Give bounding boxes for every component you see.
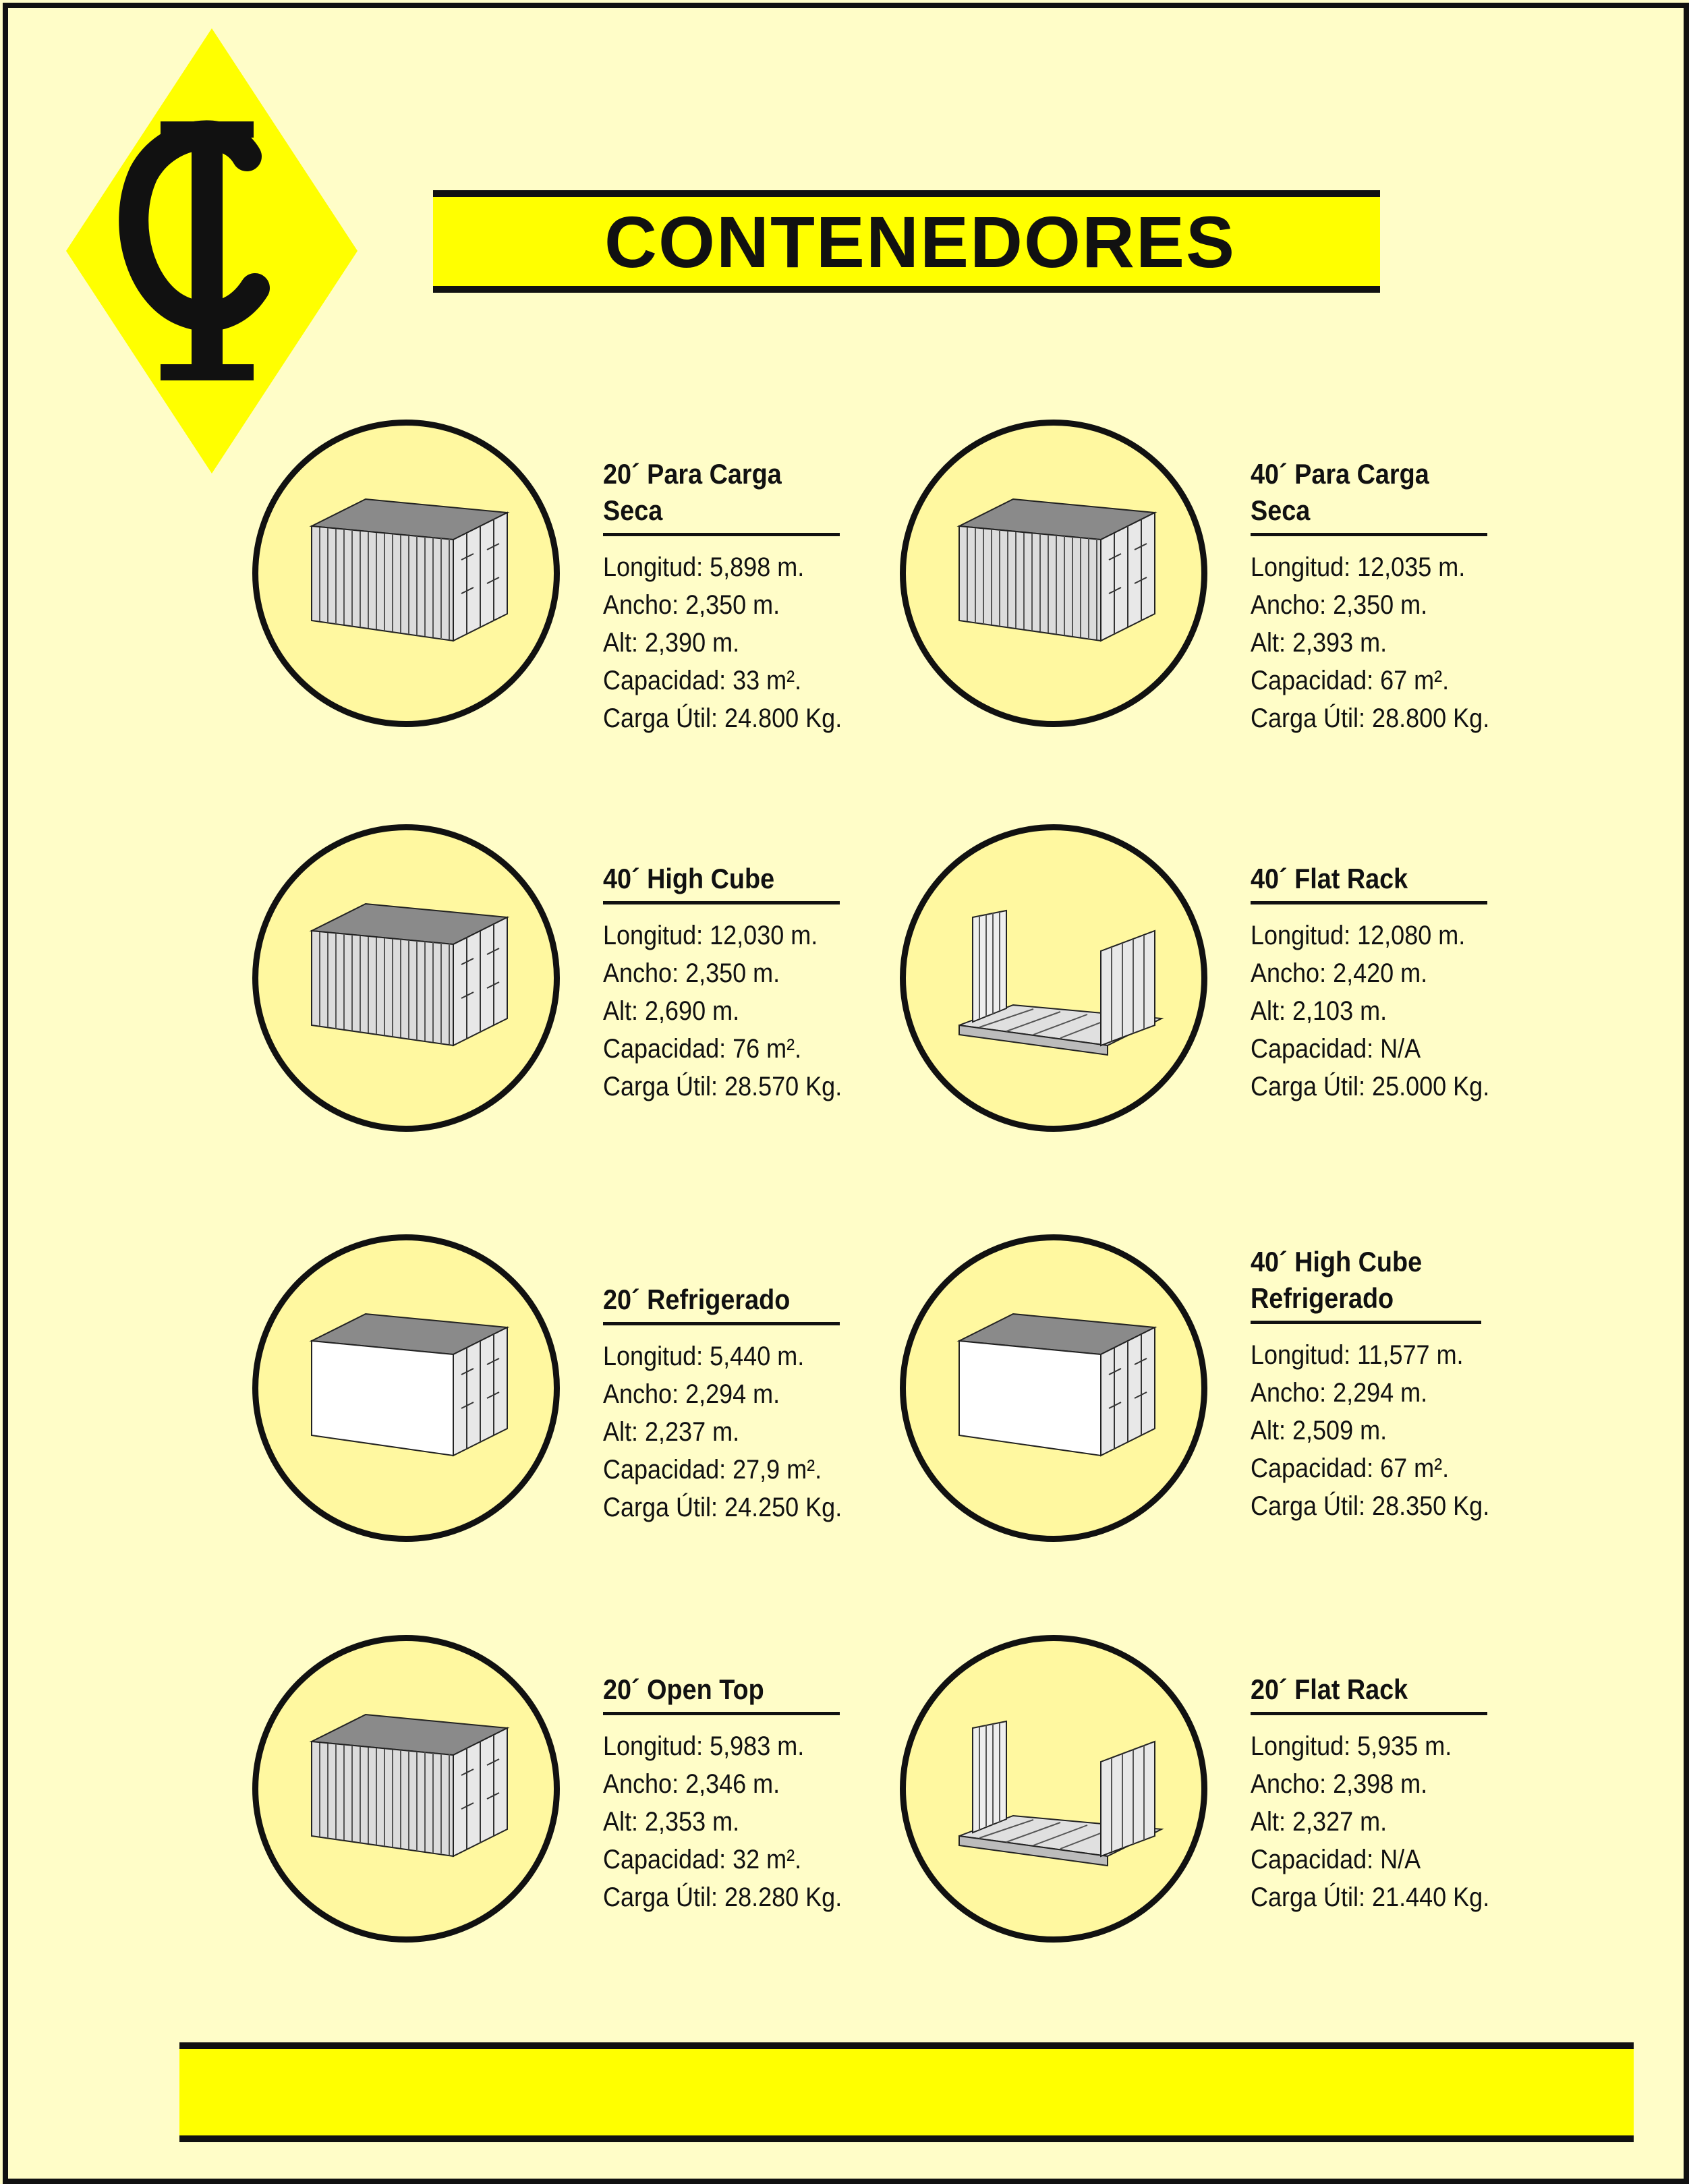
spec-alt: Alt: 2,390 m. bbox=[603, 628, 740, 658]
spec-alt: Alt: 2,353 m. bbox=[603, 1807, 740, 1837]
container-info bbox=[1251, 861, 1541, 1105]
spec-alt: Alt: 2,237 m. bbox=[603, 1417, 740, 1447]
open-top-container-20-icon bbox=[285, 1701, 527, 1876]
spec-alt: Alt: 2,103 m. bbox=[1251, 996, 1387, 1026]
spec-ancho: Ancho: 2,346 m. bbox=[603, 1769, 780, 1799]
spec-carga-util: Carga Útil: 28.280 Kg. bbox=[603, 1883, 842, 1912]
ic-monogram-logo bbox=[66, 28, 357, 473]
container-card-40-high-cube bbox=[252, 824, 900, 1134]
flat-rack-container-40-icon bbox=[932, 890, 1175, 1066]
page-frame bbox=[3, 3, 1689, 2184]
spec-ancho: Ancho: 2,350 m. bbox=[603, 590, 780, 620]
container-card-20-dry bbox=[252, 420, 900, 733]
spec-ancho: Ancho: 2,350 m. bbox=[603, 958, 780, 988]
container-image-circle bbox=[900, 1635, 1207, 1943]
spec-capacidad: Capacidad: 33 m². bbox=[603, 666, 802, 695]
container-info bbox=[603, 1282, 893, 1526]
spec-carga-util: Carga Útil: 21.440 Kg. bbox=[1251, 1883, 1490, 1912]
spec-longitud: Longitud: 12,030 m. bbox=[603, 921, 818, 950]
dry-container-20-icon bbox=[285, 486, 527, 661]
container-title: 20´ Refrigerado bbox=[603, 1282, 840, 1325]
spec-carga-util: Carga Útil: 28.800 Kg. bbox=[1251, 703, 1490, 733]
footer-bar bbox=[179, 2042, 1634, 2142]
spec-capacidad: Capacidad: 27,9 m². bbox=[603, 1455, 822, 1485]
spec-longitud: Longitud: 5,935 m. bbox=[1251, 1731, 1452, 1761]
spec-capacidad: Capacidad: 67 m². bbox=[1251, 1454, 1450, 1483]
container-card-20-flat-rack bbox=[900, 1635, 1547, 1945]
spec-longitud: Longitud: 5,983 m. bbox=[603, 1731, 805, 1761]
flat-rack-container-20-icon bbox=[932, 1701, 1175, 1876]
spec-alt: Alt: 2,509 m. bbox=[1251, 1416, 1387, 1445]
container-image-circle bbox=[252, 1635, 560, 1943]
page-title: CONTENEDORES bbox=[604, 200, 1236, 283]
container-image-circle bbox=[252, 824, 560, 1132]
spec-carga-util: Carga Útil: 24.800 Kg. bbox=[603, 703, 842, 733]
container-info bbox=[603, 1671, 893, 1916]
spec-longitud: Longitud: 5,440 m. bbox=[603, 1342, 805, 1371]
container-card-20-open-top bbox=[252, 1635, 900, 1945]
container-title: 40´ High Cube bbox=[603, 861, 840, 904]
spec-longitud: Longitud: 12,080 m. bbox=[1251, 921, 1466, 950]
reefer-container-20-icon bbox=[285, 1300, 527, 1476]
container-title: 40´ Flat Rack bbox=[1251, 861, 1487, 904]
high-cube-reefer-container-40-icon bbox=[932, 1300, 1175, 1476]
container-image-circle bbox=[252, 420, 560, 727]
container-image-circle bbox=[252, 1234, 560, 1542]
spec-capacidad: Capacidad: N/A bbox=[1251, 1034, 1421, 1064]
spec-carga-util: Carga Útil: 24.250 Kg. bbox=[603, 1493, 842, 1522]
container-card-40-flat-rack bbox=[900, 824, 1547, 1134]
container-image-circle bbox=[900, 420, 1207, 727]
container-card-20-reefer bbox=[252, 1234, 900, 1545]
spec-capacidad: Capacidad: 76 m². bbox=[603, 1034, 802, 1064]
spec-longitud: Longitud: 5,898 m. bbox=[603, 552, 805, 582]
container-title: 40´ High Cube Refrigerado bbox=[1251, 1244, 1481, 1324]
spec-carga-util: Carga Útil: 25.000 Kg. bbox=[1251, 1072, 1490, 1101]
spec-carga-util: Carga Útil: 28.350 Kg. bbox=[1251, 1491, 1490, 1521]
spec-capacidad: Capacidad: 67 m². bbox=[1251, 666, 1450, 695]
spec-ancho: Ancho: 2,350 m. bbox=[1251, 590, 1428, 620]
container-title: 20´ Open Top bbox=[603, 1671, 840, 1715]
container-info bbox=[603, 456, 893, 737]
container-image-circle bbox=[900, 1234, 1207, 1542]
spec-capacidad: Capacidad: N/A bbox=[1251, 1845, 1421, 1874]
spec-capacidad: Capacidad: 32 m². bbox=[603, 1845, 802, 1874]
dry-container-40-icon bbox=[932, 486, 1175, 661]
spec-alt: Alt: 2,690 m. bbox=[603, 996, 740, 1026]
container-title: 40´ Para Carga Seca bbox=[1251, 456, 1487, 536]
container-image-circle bbox=[900, 824, 1207, 1132]
container-title: 20´ Flat Rack bbox=[1251, 1671, 1487, 1715]
page-title-bar bbox=[433, 190, 1380, 293]
container-card-40-high-cube-reefer bbox=[900, 1234, 1547, 1545]
container-info bbox=[1251, 1244, 1541, 1525]
spec-alt: Alt: 2,327 m. bbox=[1251, 1807, 1387, 1837]
container-info bbox=[603, 861, 893, 1105]
container-card-40-dry bbox=[900, 420, 1547, 733]
spec-ancho: Ancho: 2,398 m. bbox=[1251, 1769, 1428, 1799]
spec-ancho: Ancho: 2,294 m. bbox=[1251, 1378, 1428, 1408]
spec-ancho: Ancho: 2,294 m. bbox=[603, 1379, 780, 1409]
spec-longitud: Longitud: 12,035 m. bbox=[1251, 552, 1466, 582]
container-info bbox=[1251, 456, 1541, 737]
container-info bbox=[1251, 1671, 1541, 1916]
spec-carga-util: Carga Útil: 28.570 Kg. bbox=[603, 1072, 842, 1101]
spec-alt: Alt: 2,393 m. bbox=[1251, 628, 1387, 658]
spec-longitud: Longitud: 11,577 m. bbox=[1251, 1340, 1464, 1370]
container-title: 20´ Para Carga Seca bbox=[603, 456, 840, 536]
spec-ancho: Ancho: 2,420 m. bbox=[1251, 958, 1428, 988]
high-cube-container-40-icon bbox=[285, 890, 527, 1066]
